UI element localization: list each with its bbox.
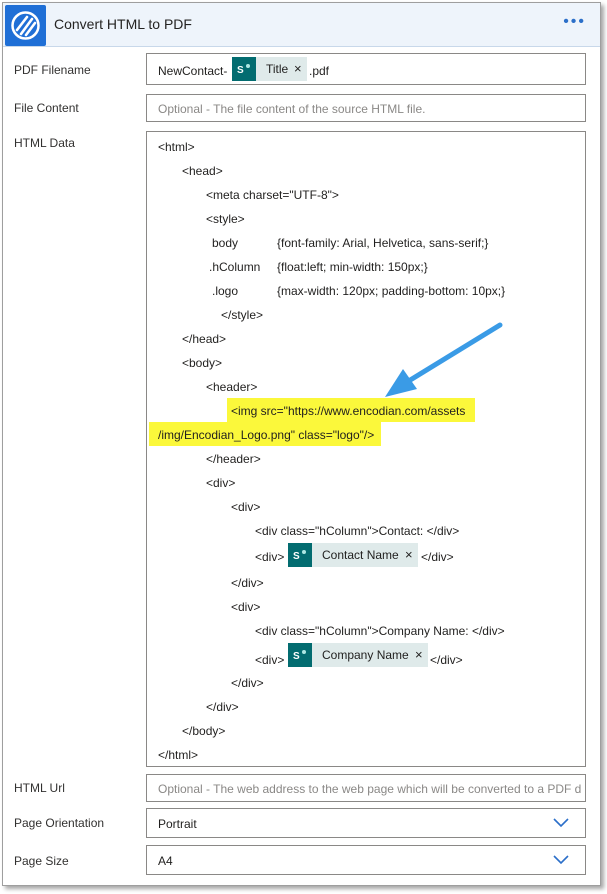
code-line: <div> (231, 500, 261, 514)
code-line: .logo (212, 284, 239, 298)
code-line: </head> (182, 332, 227, 346)
sharepoint-icon (288, 643, 312, 667)
action-card (2, 2, 601, 886)
code-line: {max-width: 120px; padding-bottom: 10px;} (277, 284, 506, 298)
code-line: .hColumn (209, 260, 261, 274)
sharepoint-icon (232, 57, 256, 81)
code-line-highlighted: <img src="https://www.encodian.com/assets (231, 404, 466, 418)
code-line-highlighted: /img/Encodian_Logo.png" class="logo"/> (158, 428, 375, 442)
pdf-filename-input[interactable] (146, 53, 586, 85)
html-url-label: HTML Url (14, 781, 65, 795)
code-line: </div> (231, 676, 264, 690)
page-orientation-select[interactable] (146, 808, 586, 838)
html-url-input[interactable] (146, 774, 586, 802)
code-line: <body> (182, 356, 223, 370)
html-data-label: HTML Data (14, 136, 75, 150)
page-size-label: Page Size (14, 854, 69, 868)
html-url-placeholder: Optional - The web address to the web page which will be converted to a PDF d (158, 782, 582, 796)
title-token[interactable] (232, 57, 307, 81)
chevron-down-icon[interactable] (553, 855, 569, 865)
page-orientation-label: Page Orientation (14, 816, 105, 830)
pdf-filename-prefix: NewContact- (158, 64, 228, 78)
pdf-filename-label: PDF Filename (14, 63, 91, 77)
code-line: body (212, 236, 239, 250)
code-line: <style> (206, 212, 245, 226)
pdf-filename-suffix: .pdf (309, 64, 330, 78)
contact-name-token[interactable] (288, 543, 418, 567)
code-line: </div> (430, 653, 463, 667)
more-options-icon[interactable]: ••• (563, 13, 586, 30)
code-line: <meta charset="UTF-8"> (206, 188, 339, 202)
title-token-remove-icon[interactable]: × (294, 61, 302, 76)
page-size-select[interactable] (146, 845, 586, 875)
sharepoint-icon (288, 543, 312, 567)
code-line: </div> (231, 576, 264, 590)
action-title: Convert HTML to PDF (54, 16, 192, 32)
code-line: </div> (421, 550, 454, 564)
code-line: <div> (231, 600, 261, 614)
code-line: <div class="hColumn">Contact: </div> (255, 524, 460, 538)
company-name-token-label: Company Name (322, 648, 409, 662)
title-token-label: Title (266, 62, 289, 76)
action-header[interactable] (3, 3, 600, 47)
file-content-placeholder: Optional - The file content of the source HTML file. (158, 102, 426, 116)
code-line: {float:left; min-width: 150px;} (277, 260, 428, 274)
code-line: <div> (255, 653, 285, 667)
svg-text:S: S (293, 551, 300, 562)
contact-name-token-label: Contact Name (322, 548, 399, 562)
code-line: <div> (206, 476, 236, 490)
company-name-token-remove-icon[interactable]: × (415, 647, 423, 662)
page-size-value: A4 (158, 854, 173, 868)
code-line: </body> (182, 724, 226, 738)
code-line: {font-family: Arial, Helvetica, sans-serif;} (277, 236, 489, 250)
company-name-token[interactable] (288, 643, 428, 667)
file-content-label: File Content (14, 101, 79, 115)
code-line: </style> (221, 308, 264, 322)
code-line: <header> (206, 380, 258, 394)
encodian-stripes-icon (5, 5, 46, 46)
code-line: </html> (158, 748, 199, 762)
code-line: <head> (182, 164, 223, 178)
contact-name-token-remove-icon[interactable]: × (405, 547, 413, 562)
svg-text:S: S (237, 65, 244, 76)
code-line: </div> (206, 700, 239, 714)
code-line: <div class="hColumn">Company Name: </div> (255, 624, 505, 638)
html-data-editor[interactable] (146, 131, 586, 767)
file-content-input[interactable] (146, 94, 586, 122)
annotation-arrow (377, 317, 507, 407)
code-line: </header> (206, 452, 261, 466)
page-orientation-value: Portrait (158, 817, 197, 831)
svg-text:S: S (293, 651, 300, 662)
code-line: <div> (255, 550, 285, 564)
chevron-down-icon[interactable] (553, 818, 569, 828)
code-line: <html> (158, 140, 195, 154)
